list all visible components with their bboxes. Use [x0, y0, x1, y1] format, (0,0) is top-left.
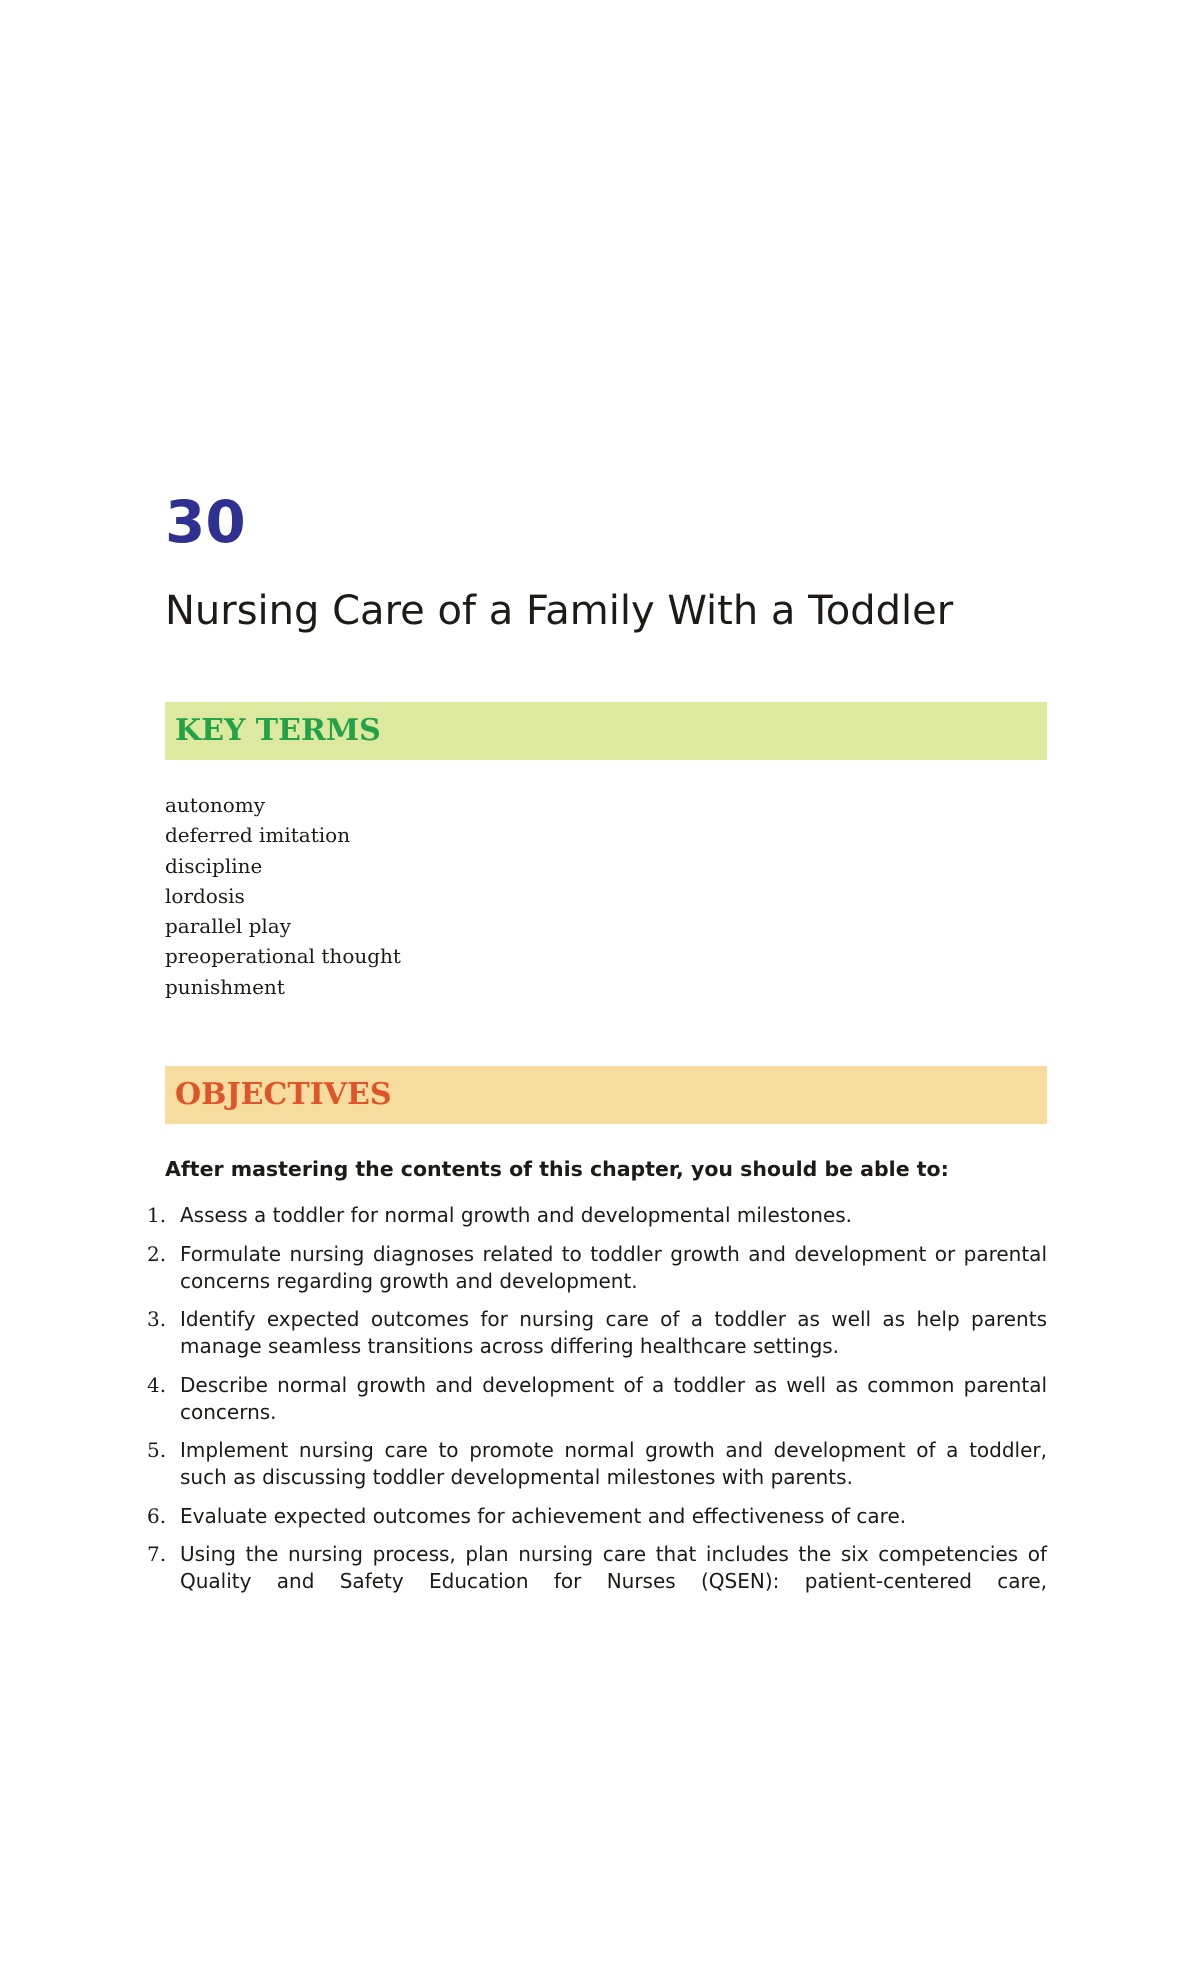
objective-text: Using the nursing process, plan nursing care that includes the six competencies of Quality and Safety Education for Nurses (QSEN): patient-centered care,: [180, 1542, 1047, 1593]
objective-text: Assess a toddler for normal growth and developmental milestones.: [180, 1203, 853, 1227]
objective-number: 6.: [147, 1503, 167, 1528]
objective-text: Describe normal growth and development of a toddler as well as common parental concerns.: [180, 1372, 1047, 1424]
objective-number: 3.: [147, 1307, 167, 1331]
key-term: punishment: [165, 974, 285, 999]
objective-item: [147, 1503, 1047, 1530]
key-terms-list: [165, 790, 401, 1002]
objective-number: 4.: [147, 1372, 167, 1397]
objective-number: 5.: [147, 1438, 167, 1462]
objective-text: Formulate nursing diagnoses related to toddler growth and development or parental concerns regarding growth and development.: [180, 1241, 1047, 1293]
key-term: parallel play: [165, 914, 292, 939]
objective-item: [147, 1372, 1047, 1426]
key-term: deferred imitation: [165, 823, 351, 848]
objectives-heading: OBJECTIVES: [165, 1066, 1047, 1124]
objective-number: 2.: [147, 1241, 167, 1266]
key-term: discipline: [165, 853, 263, 878]
key-terms-heading: KEY TERMS: [165, 702, 1047, 760]
objective-text: Evaluate expected outcomes for achievement and effectiveness of care.: [180, 1503, 907, 1528]
chapter-number: 30: [165, 488, 246, 556]
objectives-intro: After mastering the contents of this chapter, you should be able to:: [165, 1157, 949, 1181]
objective-item: [147, 1241, 1047, 1295]
objective-text: Identify expected outcomes for nursing care of a toddler as well as help parents manage seamless transitions across differing healthcare settings.: [180, 1307, 1047, 1358]
objective-item: [147, 1202, 1047, 1229]
objective-number: 7.: [147, 1542, 167, 1566]
objective-item: [147, 1541, 1047, 1595]
objective-item: [147, 1306, 1047, 1360]
objective-text: Implement nursing care to promote normal growth and development of a toddler, such as discussing toddler developmental milestones with parents.: [180, 1438, 1047, 1489]
key-term: lordosis: [165, 883, 245, 908]
key-term: preoperational thought: [165, 944, 401, 969]
key-term: autonomy: [165, 793, 266, 817]
objective-number: 1.: [147, 1203, 167, 1227]
objective-item: [147, 1437, 1047, 1491]
chapter-title: Nursing Care of a Family With a Toddler: [165, 588, 954, 634]
objectives-list: [147, 1202, 1047, 1607]
